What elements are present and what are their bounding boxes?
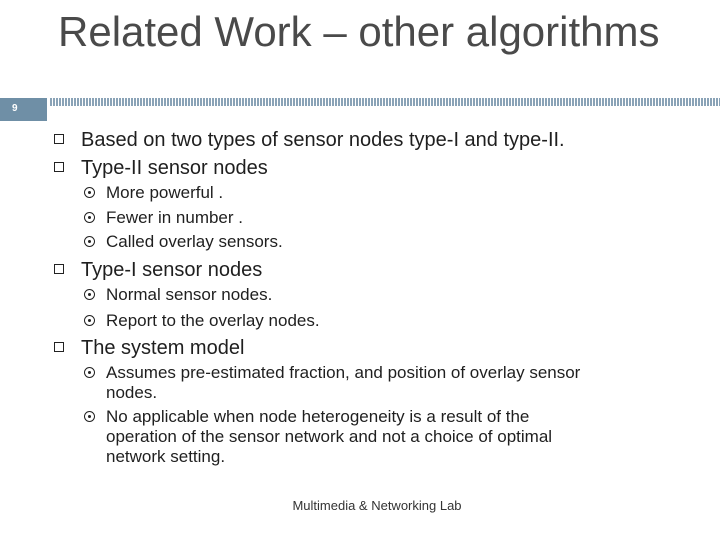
- square-bullet-icon: [54, 342, 64, 352]
- circle-dot-bullet-icon: [84, 187, 95, 198]
- square-bullet-icon: [54, 162, 64, 172]
- circle-dot-bullet-icon: [84, 315, 95, 326]
- square-bullet-icon: [54, 264, 64, 274]
- square-bullet-icon: [54, 134, 64, 144]
- circle-dot-bullet-icon: [84, 367, 95, 378]
- circle-dot-bullet-icon: [84, 212, 95, 223]
- slide-number: 9: [12, 103, 18, 114]
- slide-footer: Multimedia & Networking Lab: [292, 498, 462, 513]
- slide-title: Related Work – other algorithms: [58, 8, 660, 55]
- circle-dot-bullet-icon: [84, 236, 95, 247]
- bullet-list: Based on two types of sensor nodes type-I and type-II. Type-II sensor nodes More powerful . Fewer in number . Called overlay sensors. Type-I sensor nodes Normal sensor nodes. Report to the overlay nodes. The system model Assumes pre-estimated fraction, and position of overlay sensor nodes. No applicable when node heterogeneity is a result of the operation of the sensor network and not a choice of optimal network setting.: [0, 0, 720, 540]
- circle-dot-bullet-icon: [84, 411, 95, 422]
- circle-dot-bullet-icon: [84, 289, 95, 300]
